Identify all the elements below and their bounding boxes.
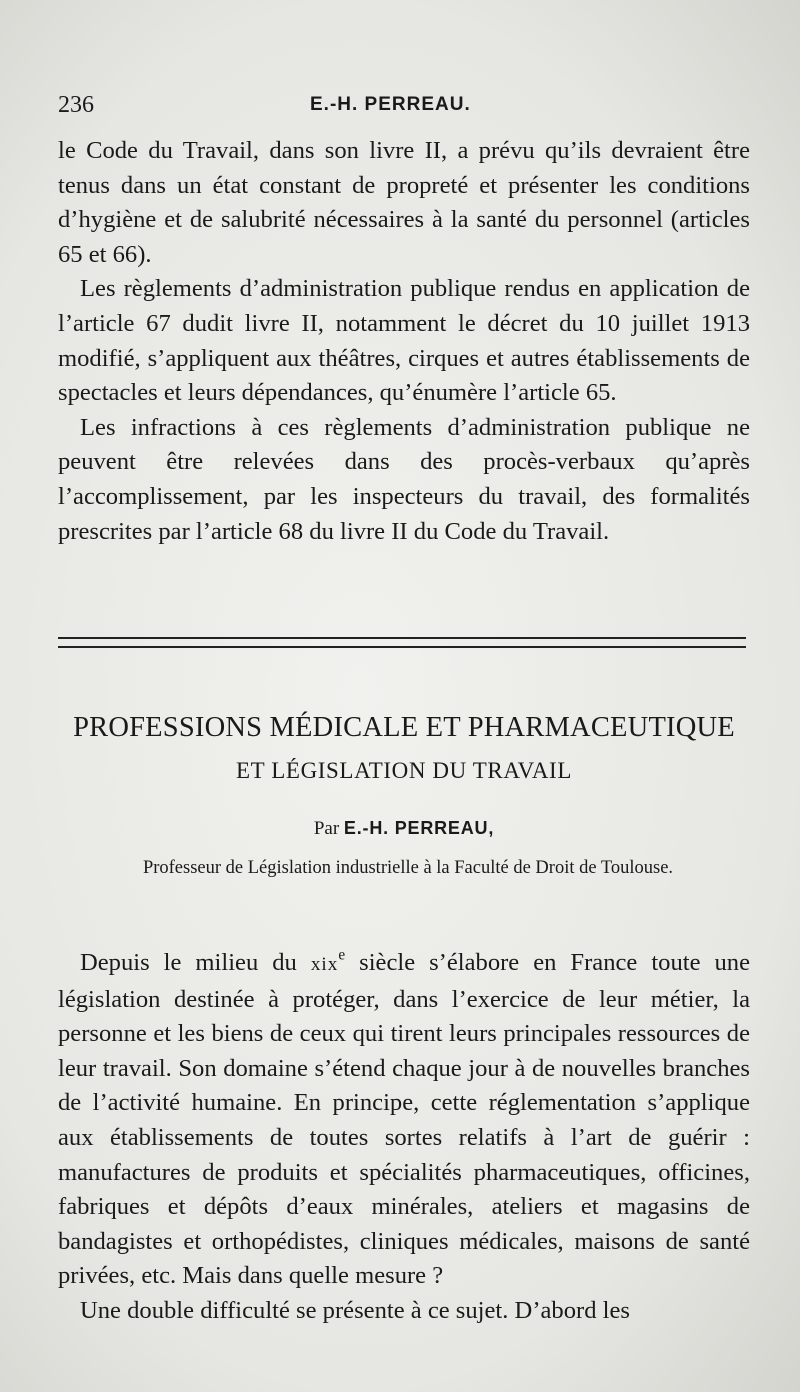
page-number: 236 [58,92,94,118]
section-divider-bottom [58,646,746,648]
paragraph-infractions: Les infractions à ces règlements d’administration publique ne peuvent être relevées dans des procès-verbaux qu’après l’accomplissement, par les inspecteurs du travail, des formalités prescrites par l’article 68 du livre II du Code du Travail. [58,413,750,545]
section-divider-top [58,637,746,639]
century-superscript: e [338,946,346,964]
intro-before-century: Depuis le milieu du [80,949,297,976]
paragraph-difficulty: Une double difficulté se présente à ce sujet. D’abord les [80,1296,630,1324]
author-name: E.-H. PERREAU, [343,818,495,838]
article-body [58,946,750,1329]
intro-after-century: siècle s’élabore en France toute une législation destinée à protéger, dans l’exercice de leur métier, la personne et les biens de ceux qui tirent leurs principales ressources de leur travail. Son domaine s’étend chaque jour à de nouvelles branches de l’activité humaine. En principe, cette réglementation s’applique aux établissements de toutes sortes relatifs à l’art de guérir : manufactures de produits et spécialités pharmaceutiques, officines, fabriques et dépôts d’eaux minérales, ateliers et magasins de bandagistes et orthopédistes, cliniques médicales, maisons de santé privées, etc. Mais dans quelle mesure ? [58,949,750,1290]
running-head [58,92,748,122]
running-title: E.-H. PERREAU. [310,94,471,115]
paragraph-continuation: le Code du Travail, dans son livre II, a prévu qu’ils devraient être tenus dans un état constant de propreté et présenter les conditions d’hygiène et de salubrité nécessaires à la santé du personnel (articles 65 et 66). [58,137,750,268]
paragraph-reglements: Les règlements d’administration publique rendus en application de l’article 67 dudit livre II, notamment le décret du 10 juillet 1913 modifié, s’appliquent aux théâtres, cirques et autres établissements de spectacles et leurs dépendances, qu’énumère l’article 65. [58,275,750,407]
author-affiliation: Professeur de Législation industrielle à la Faculté de Droit de Toulouse. [142,858,674,878]
byline-prefix: Par [313,818,340,839]
previous-article-ending [58,134,750,549]
article-subtitle: ET LÉGISLATION DU TRAVAIL [236,758,572,783]
article-title: PROFESSIONS MÉDICALE ET PHARMACEUTIQUE [73,712,735,743]
paragraph-intro [58,946,750,1294]
byline [58,818,750,840]
century-numeral: xix [310,954,339,975]
